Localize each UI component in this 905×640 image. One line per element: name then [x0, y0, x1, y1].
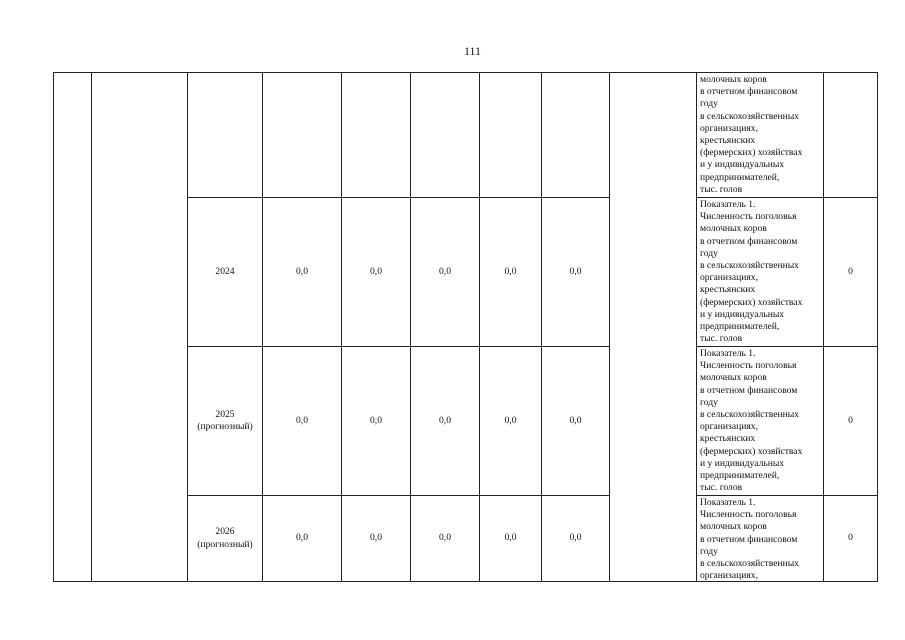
- value-cell: 0,0: [542, 496, 610, 582]
- year-cell-empty: [188, 73, 263, 198]
- value-cell: 0,0: [542, 198, 610, 347]
- page-number: 111: [463, 44, 482, 58]
- value-cell: 0,0: [263, 347, 342, 496]
- value-cell-empty: [342, 73, 411, 198]
- indicator-cell: Показатель 1. Численность поголовья молочных коров в отчетном финансовом году в сельскохозяйственных организациях, крестьянских (фермерских) хозяйствах и у индивидуальных предпринимателей, тыс. голов: [697, 347, 824, 496]
- target-cell: 0: [824, 496, 878, 582]
- value-cell: 0,0: [411, 198, 480, 347]
- indicator-cell: молочных коров в отчетном финансовом году в сельскохозяйственных организациях, крестьянских (фермерских) хозяйствах и у индивидуальных предпринимателей, тыс. голов: [697, 73, 824, 198]
- number-cell: [54, 73, 92, 582]
- value-cell: 0,0: [411, 347, 480, 496]
- value-cell: 0,0: [480, 347, 542, 496]
- value-cell: 0,0: [342, 496, 411, 582]
- value-cell: 0,0: [480, 198, 542, 347]
- value-cell: 0,0: [542, 347, 610, 496]
- executor-cell: [610, 73, 697, 582]
- value-cell: 0,0: [263, 496, 342, 582]
- value-cell-empty: [542, 73, 610, 198]
- target-cell-empty: [824, 73, 878, 198]
- target-cell: 0: [824, 198, 878, 347]
- value-cell-empty: [411, 73, 480, 198]
- value-cell: 0,0: [263, 198, 342, 347]
- value-cell: 0,0: [342, 198, 411, 347]
- year-cell: 2024: [188, 198, 263, 347]
- value-cell-empty: [263, 73, 342, 198]
- value-cell: 0,0: [411, 496, 480, 582]
- indicator-cell: Показатель 1. Численность поголовья молочных коров в отчетном финансовом году в сельскохозяйственных организациях,: [697, 496, 824, 582]
- year-cell: 2026 (прогнозный): [188, 496, 263, 582]
- year-cell: 2025 (прогнозный): [188, 347, 263, 496]
- value-cell: 0,0: [480, 496, 542, 582]
- value-cell-empty: [480, 73, 542, 198]
- indicator-cell: Показатель 1. Численность поголовья молочных коров в отчетном финансовом году в сельскохозяйственных организациях, крестьянских (фермерских) хозяйствах и у индивидуальных предпринимателей, тыс. голов: [697, 198, 824, 347]
- target-cell: 0: [824, 347, 878, 496]
- program-table: [53, 72, 878, 582]
- value-cell: 0,0: [342, 347, 411, 496]
- event-name-cell: [92, 73, 188, 582]
